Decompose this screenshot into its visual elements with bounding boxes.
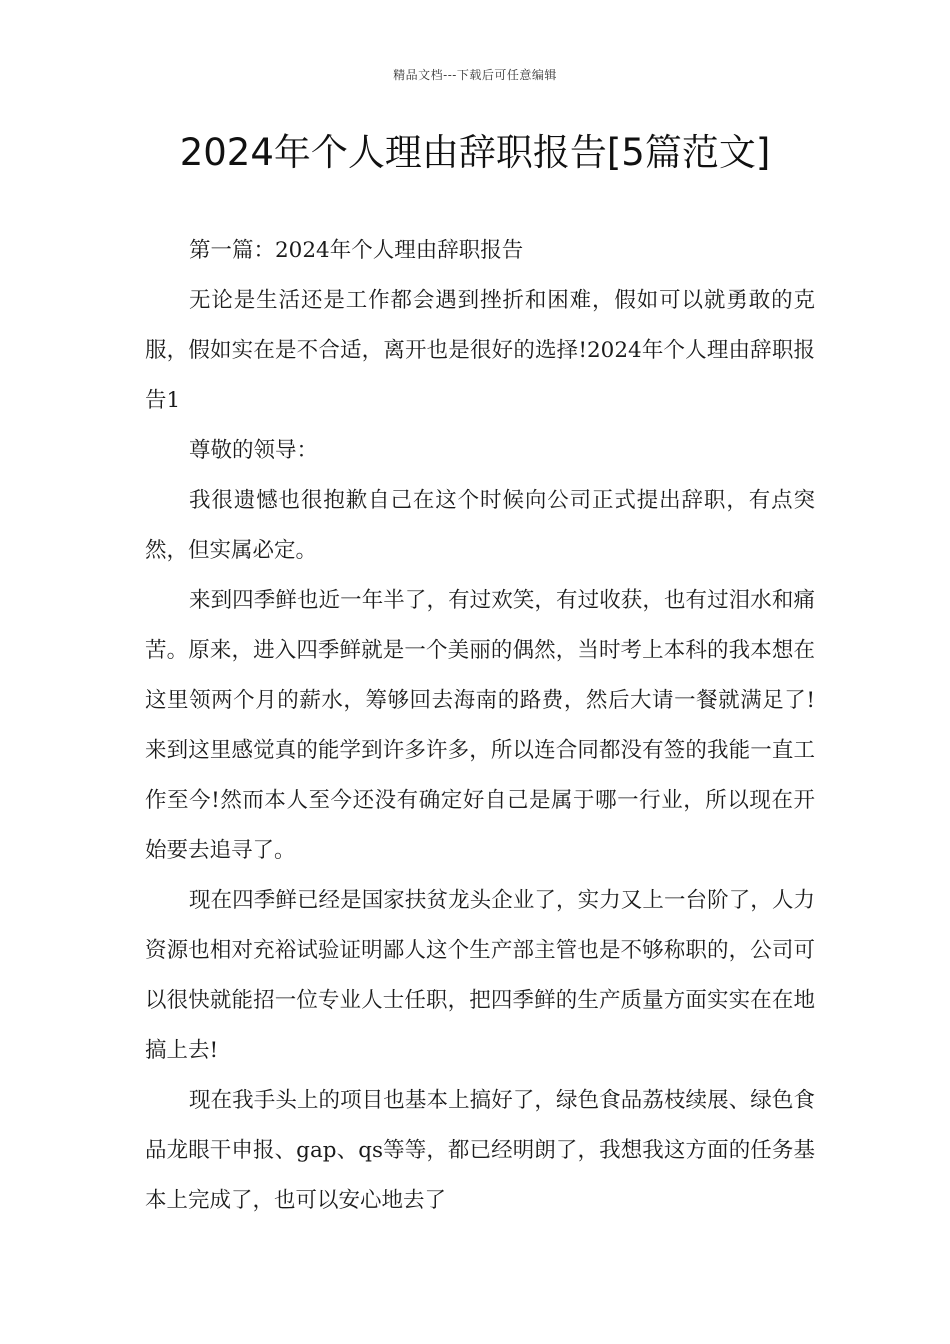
- paragraph-body: 现在四季鲜已经是国家扶贫龙头企业了，实力又上一台阶了，人力资源也相对充裕试验证明鄙人这个生产部主管也是不够称职的，公司可以很快就能招一位专业人士任职，把四季鲜的生产质量方面实实在在地搞上去!: [145, 888, 815, 1063]
- header-note: 精品文档---下载后可任意编辑: [393, 68, 557, 82]
- document-body: [145, 226, 815, 1226]
- paragraph-intro: 无论是生活还是工作都会遇到挫折和困难，假如可以就勇敢的克服，假如实在是不合适，离开也是很好的选择!2024年个人理由辞职报告1: [145, 288, 815, 413]
- paragraph-body: 我很遗憾也很抱歉自己在这个时候向公司正式提出辞职，有点突然，但实属必定。: [145, 488, 815, 563]
- document-title: 2024年个人理由辞职报告[5篇范文]: [179, 131, 771, 174]
- paragraph-salutation: 尊敬的领导：: [189, 438, 319, 463]
- paragraph-body: 现在我手头上的项目也基本上搞好了，绿色食品荔枝续展、绿色食品龙眼干申报、gap、qs等等，都已经明朗了，我想我这方面的任务基本上完成了，也可以安心地去了: [145, 1088, 815, 1213]
- paragraph-section-heading: 第一篇：2024年个人理由辞职报告: [189, 238, 524, 263]
- paragraph-body: 来到四季鲜也近一年半了，有过欢笑，有过收获，也有过泪水和痛苦。原来，进入四季鲜就是一个美丽的偶然，当时考上本科的我本想在这里领两个月的薪水，筹够回去海南的路费，然后大请一餐就满足了!来到这里感觉真的能学到许多许多，所以连合同都没有签的我能一直工作至今!然而本人至今还没有确定好自己是属于哪一行业，所以现在开始要去追寻了。: [145, 588, 815, 863]
